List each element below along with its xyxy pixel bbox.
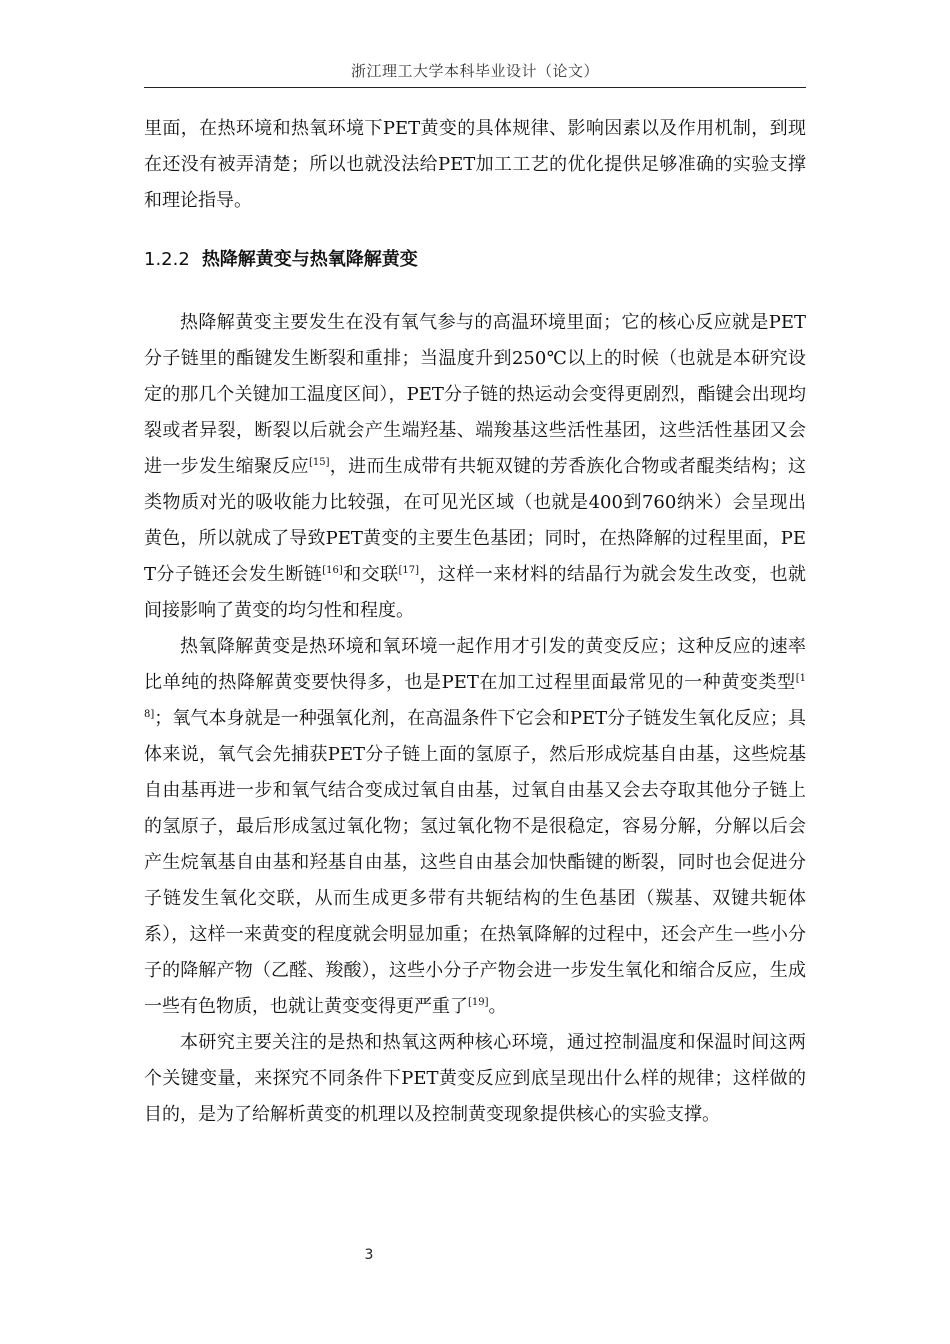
citation: [17] [398, 565, 420, 576]
text-run: 热氧降解黄变是热环境和氧环境一起作用才引发的黄变反应；这种反应的速率比单纯的热降解黄变要快得多，也是PET在加工过程里面最常见的一种黄变类型 [144, 636, 806, 693]
header-rule [144, 87, 806, 88]
paragraph-research-focus: 本研究主要关注的是热和热氧这两种核心环境，通过控制温度和保温时间这两个关键变量，来探究不同条件下PET黄变反应到底呈现出什么样的规律；这样做的目的，是为了给解析黄变的机理以及控制黄变现象提供核心的实验支撑。 [144, 1032, 806, 1125]
section-heading [144, 244, 418, 276]
paragraph-thermo-oxidative-degradation [144, 629, 806, 1025]
text-run: 热降解黄变主要发生在没有氧气参与的高温环境里面；它的核心反应就是PET分子链里的酯键发生断裂和重排；当温度升到250℃以上的时候（也就是本研究设定的那几个关键加工温度区间），PET分子链的热运动会变得更剧烈，酯键会出现均裂或者异裂，断裂以后就会产生端羟基、端羧基这些活性基团，这些活性基团又会进一步发生缩聚反应 [144, 312, 806, 477]
body-block [144, 305, 806, 1133]
section-title: 热降解黄变与热氧降解黄变 [201, 249, 418, 270]
paragraph-thermal-degradation [144, 305, 806, 629]
text-run: 。 [488, 996, 507, 1017]
text-run: ，这样一来材料的结晶行为就会发生改变，也就间接影响了黄变的均匀性和程度。 [144, 564, 807, 621]
citation: [16] [322, 565, 343, 576]
text-run: ，进而生成带有共轭双键的芳香族化合物或者醌类结构；这类物质对光的吸收能力比较强，在可见光区域（也就是400到760纳米）会呈现出黄色，所以就成了导致PET黄变的主要生色基团；同时，在热降解的过程里面，PET分子链还会发生断链 [144, 456, 807, 585]
section-number: 1.2.2 [144, 249, 190, 270]
intro-paragraph: 里面，在热环境和热氧环境下PET黄变的具体规律、影响因素以及作用机制，到现在还没有被弄清楚；所以也就没法给PET加工工艺的优化提供足够准确的实验支撑和理论指导。 [144, 118, 806, 211]
citation: [18] [144, 673, 806, 720]
running-header: 浙江理工大学本科毕业设计（论文） [350, 62, 599, 80]
intro-block [144, 111, 806, 219]
citation: [15] [308, 457, 330, 468]
citation: [19] [468, 997, 489, 1008]
text-run: 和交联 [342, 564, 399, 585]
page-number: 3 [364, 1247, 374, 1263]
text-run: ；氧气本身就是一种强氧化剂，在高温条件下它会和PET分子链发生氧化反应；具体来说，氧气会先捕获PET分子链上面的氢原子，然后形成烷基自由基，这些烷基自由基再进一步和氧气结合变成过氧自由基，过氧自由基又会去夺取其他分子链上的氢原子，最后形成氢过氧化物；氢过氧化物不是很稳定，容易分解，分解以后会产生烷氧基自由基和羟基自由基，这些自由基会加快酯键的断裂，同时也会促进分子链发生氧化交联，从而生成更多带有共轭结构的生色基团（羰基、双键共轭体系），这样一来黄变的程度就会明显加重；在热氧降解的过程中，还会产生一些小分子的降解产物（乙醛、羧酸），这些小分子产物会进一步发生氧化和缩合反应，生成一些有色物质，也就让黄变变得更严重了 [144, 708, 806, 1017]
